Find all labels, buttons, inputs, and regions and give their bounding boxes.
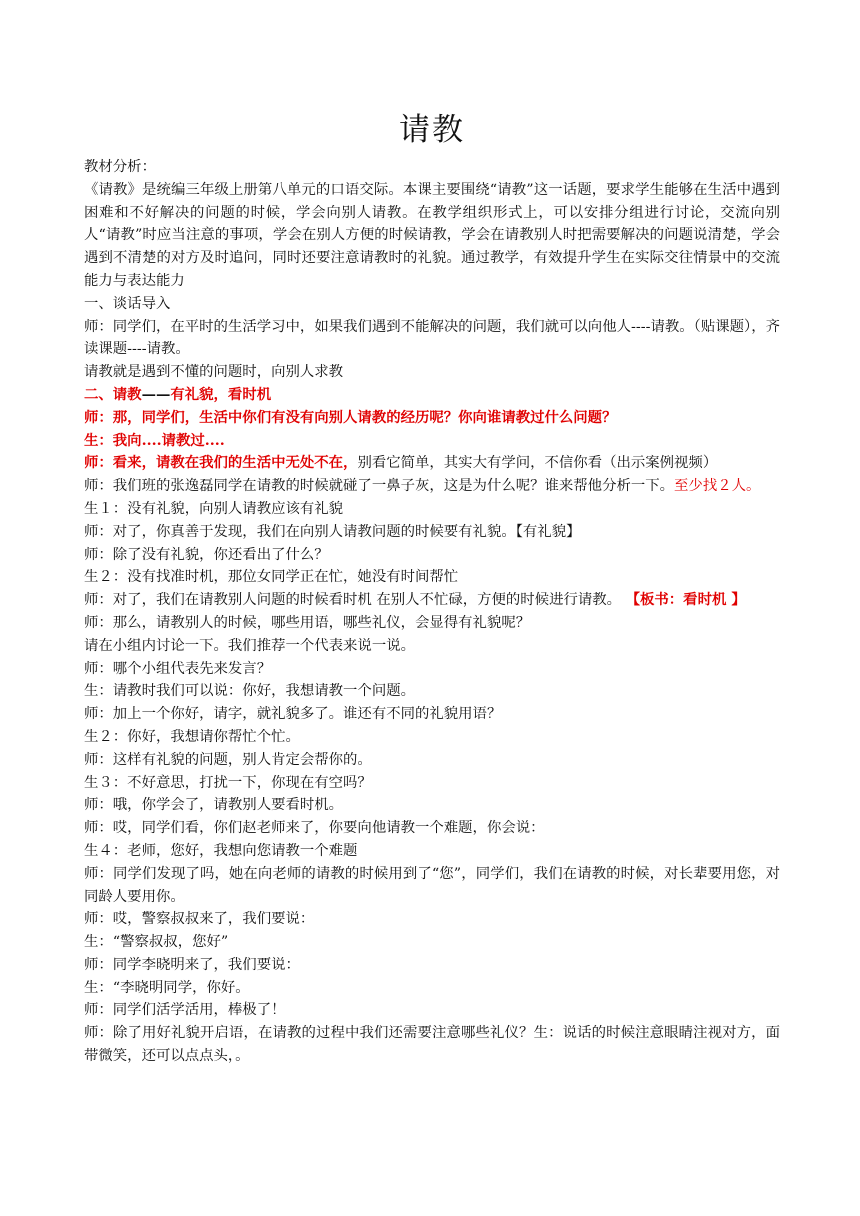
text-run: 生：我向....请教过.... xyxy=(84,431,225,449)
paragraph xyxy=(84,840,780,863)
paragraph xyxy=(84,954,780,977)
paragraph xyxy=(84,179,780,293)
text-run: 生３：不好意思，打扰一下，你现在有空吗？ xyxy=(84,774,372,791)
paragraph xyxy=(84,475,780,498)
text-run: 师：除了没有礼貌，你还看出了什么？ xyxy=(84,546,329,563)
text-run: 师：同学们，在平时的生活学习中，如果我们遇到不能解决的问题，我们就可以向他人----请教。（贴课题），齐读课题----请教。 xyxy=(84,318,780,358)
paragraph xyxy=(84,680,780,703)
text-run: —— xyxy=(141,385,171,403)
document-title: 请教 xyxy=(399,112,465,148)
paragraph xyxy=(84,726,780,749)
paragraph xyxy=(84,703,780,726)
text-run: 师：哦，你学会了，请教别人要看时机。 xyxy=(84,797,344,814)
document-body xyxy=(84,156,780,1068)
paragraph xyxy=(84,566,780,589)
paragraph xyxy=(84,1022,780,1068)
text-run: 师：那，同学们，生活中你们有没有向别人请教的经历呢？你向谁请教过什么问题？ xyxy=(84,408,617,426)
text-run: 生：请教时我们可以说：你好，我想请教一个问题。 xyxy=(84,683,415,700)
text-run: 师：对了，你真善于发现，我们在向别人请教问题的时候要有礼貌。【有礼貌】 xyxy=(84,523,581,540)
paragraph xyxy=(84,407,780,430)
text-run: 教材分析： xyxy=(84,159,156,175)
paragraph xyxy=(84,999,780,1022)
paragraph xyxy=(84,156,780,179)
text-run: 师：对了，我们在请教别人问题的时候看时机 在别人不忙碌，方便的时候进行请教。 xyxy=(84,592,626,609)
paragraph xyxy=(84,612,780,635)
paragraph xyxy=(84,589,780,612)
text-run: 请教就是遇到不懂的问题时，向别人求教 xyxy=(84,364,344,381)
paragraph xyxy=(84,658,780,681)
paragraph xyxy=(84,293,780,316)
paragraph xyxy=(84,749,780,772)
paragraph xyxy=(84,908,780,931)
paragraph xyxy=(84,863,780,909)
paragraph xyxy=(84,384,780,407)
paragraph xyxy=(84,772,780,795)
text-run: 师：除了用好礼貌开启语，在请教的过程中我们还需要注意哪些礼仪？生：说话的时候注意眼睛注视对方，面带微笑，还可以点点头，。 xyxy=(84,1025,780,1065)
text-run: 请在小组内讨论一下。我们推荐一个代表来说一说。 xyxy=(84,637,415,654)
text-run: 至少找２人。 xyxy=(674,478,761,495)
text-run: 《请教》是统编三年级上册第八单元的口语交际。本课主要围绕“请教”这一话题，要求学生能够在生活中遇到困难和不好解决的问题的时候，学会向别人请教。在教学组织形式上，可以安排分组进行讨论，交流向别人“请教”时应当注意的事项，学会在别人方便的时候请教，学会在请教别人时把需要解决的问题说清楚，学会遇到不清楚的对方及时追问，同时还要注意请教时的礼貌。通过教学，有效提升学生在实际交往情景中的交流能力与表达能力 xyxy=(84,181,780,289)
text-run: 师：这样有礼貌的问题，别人肯定会帮你的。 xyxy=(84,751,372,768)
text-run: 【板书：看时机 】 xyxy=(625,591,746,609)
document-page xyxy=(84,110,780,1068)
paragraph xyxy=(84,544,780,567)
text-run: 师：我们班的张逸磊同学在请教的时候就碰了一鼻子灰，这是为什么呢？谁来帮他分析一下。 xyxy=(84,478,675,495)
paragraph xyxy=(84,316,780,362)
text-run: 生４：老师，您好，我想向您请教一个难题 xyxy=(84,842,358,859)
text-run: 生２：没有找准时机，那位女同学正在忙，她没有时间帮忙 xyxy=(84,569,459,586)
text-run: 别看它简单，其实大有学问，不信你看（出示案例视频） xyxy=(357,455,718,472)
text-run: 师：同学们活学活用，棒极了！ xyxy=(84,1002,286,1019)
text-run: 生：“李晓明同学，你好。 xyxy=(84,979,250,996)
text-run: 生２：你好，我想请你帮忙个忙。 xyxy=(84,728,300,745)
text-run: 师：同学们发现了吗，她在向老师的请教的时候用到了“您”，同学们，我们在请教的时候，对长辈要用您，对同龄人要用你。 xyxy=(84,865,780,905)
text-run: 师：哪个小组代表先来发言？ xyxy=(84,660,272,677)
text-run: 生１：没有礼貌，向别人请教应该有礼貌 xyxy=(84,500,344,517)
paragraph xyxy=(84,361,780,384)
text-run: 师：看来，请教在我们的生活中无处不在， xyxy=(84,454,358,472)
paragraph xyxy=(84,977,780,1000)
paragraph xyxy=(84,521,780,544)
paragraph xyxy=(84,931,780,954)
text-run: 有礼貌，看时机 xyxy=(170,385,272,403)
paragraph xyxy=(84,498,780,521)
text-run: 二、请教 xyxy=(84,385,142,403)
paragraph xyxy=(84,452,780,475)
text-run: 师：哎，同学们看，你们赵老师来了，你要向他请教一个难题，你会说： xyxy=(84,820,545,837)
paragraph xyxy=(84,817,780,840)
paragraph xyxy=(84,794,780,817)
text-run: 生：“警察叔叔，您好” xyxy=(84,934,229,951)
text-run: 一、谈话导入 xyxy=(84,295,171,312)
text-run: 师：哎，警察叔叔来了，我们要说： xyxy=(84,911,315,928)
paragraph xyxy=(84,430,780,453)
text-run: 师：那么，请教别人的时候，哪些用语，哪些礼仪，会显得有礼貌呢？ xyxy=(84,614,531,631)
text-run: 师：同学李晓明来了，我们要说： xyxy=(84,956,300,973)
paragraph xyxy=(84,635,780,658)
text-run: 师：加上一个你好，请字，就礼貌多了。谁还有不同的礼貌用语？ xyxy=(84,706,502,723)
